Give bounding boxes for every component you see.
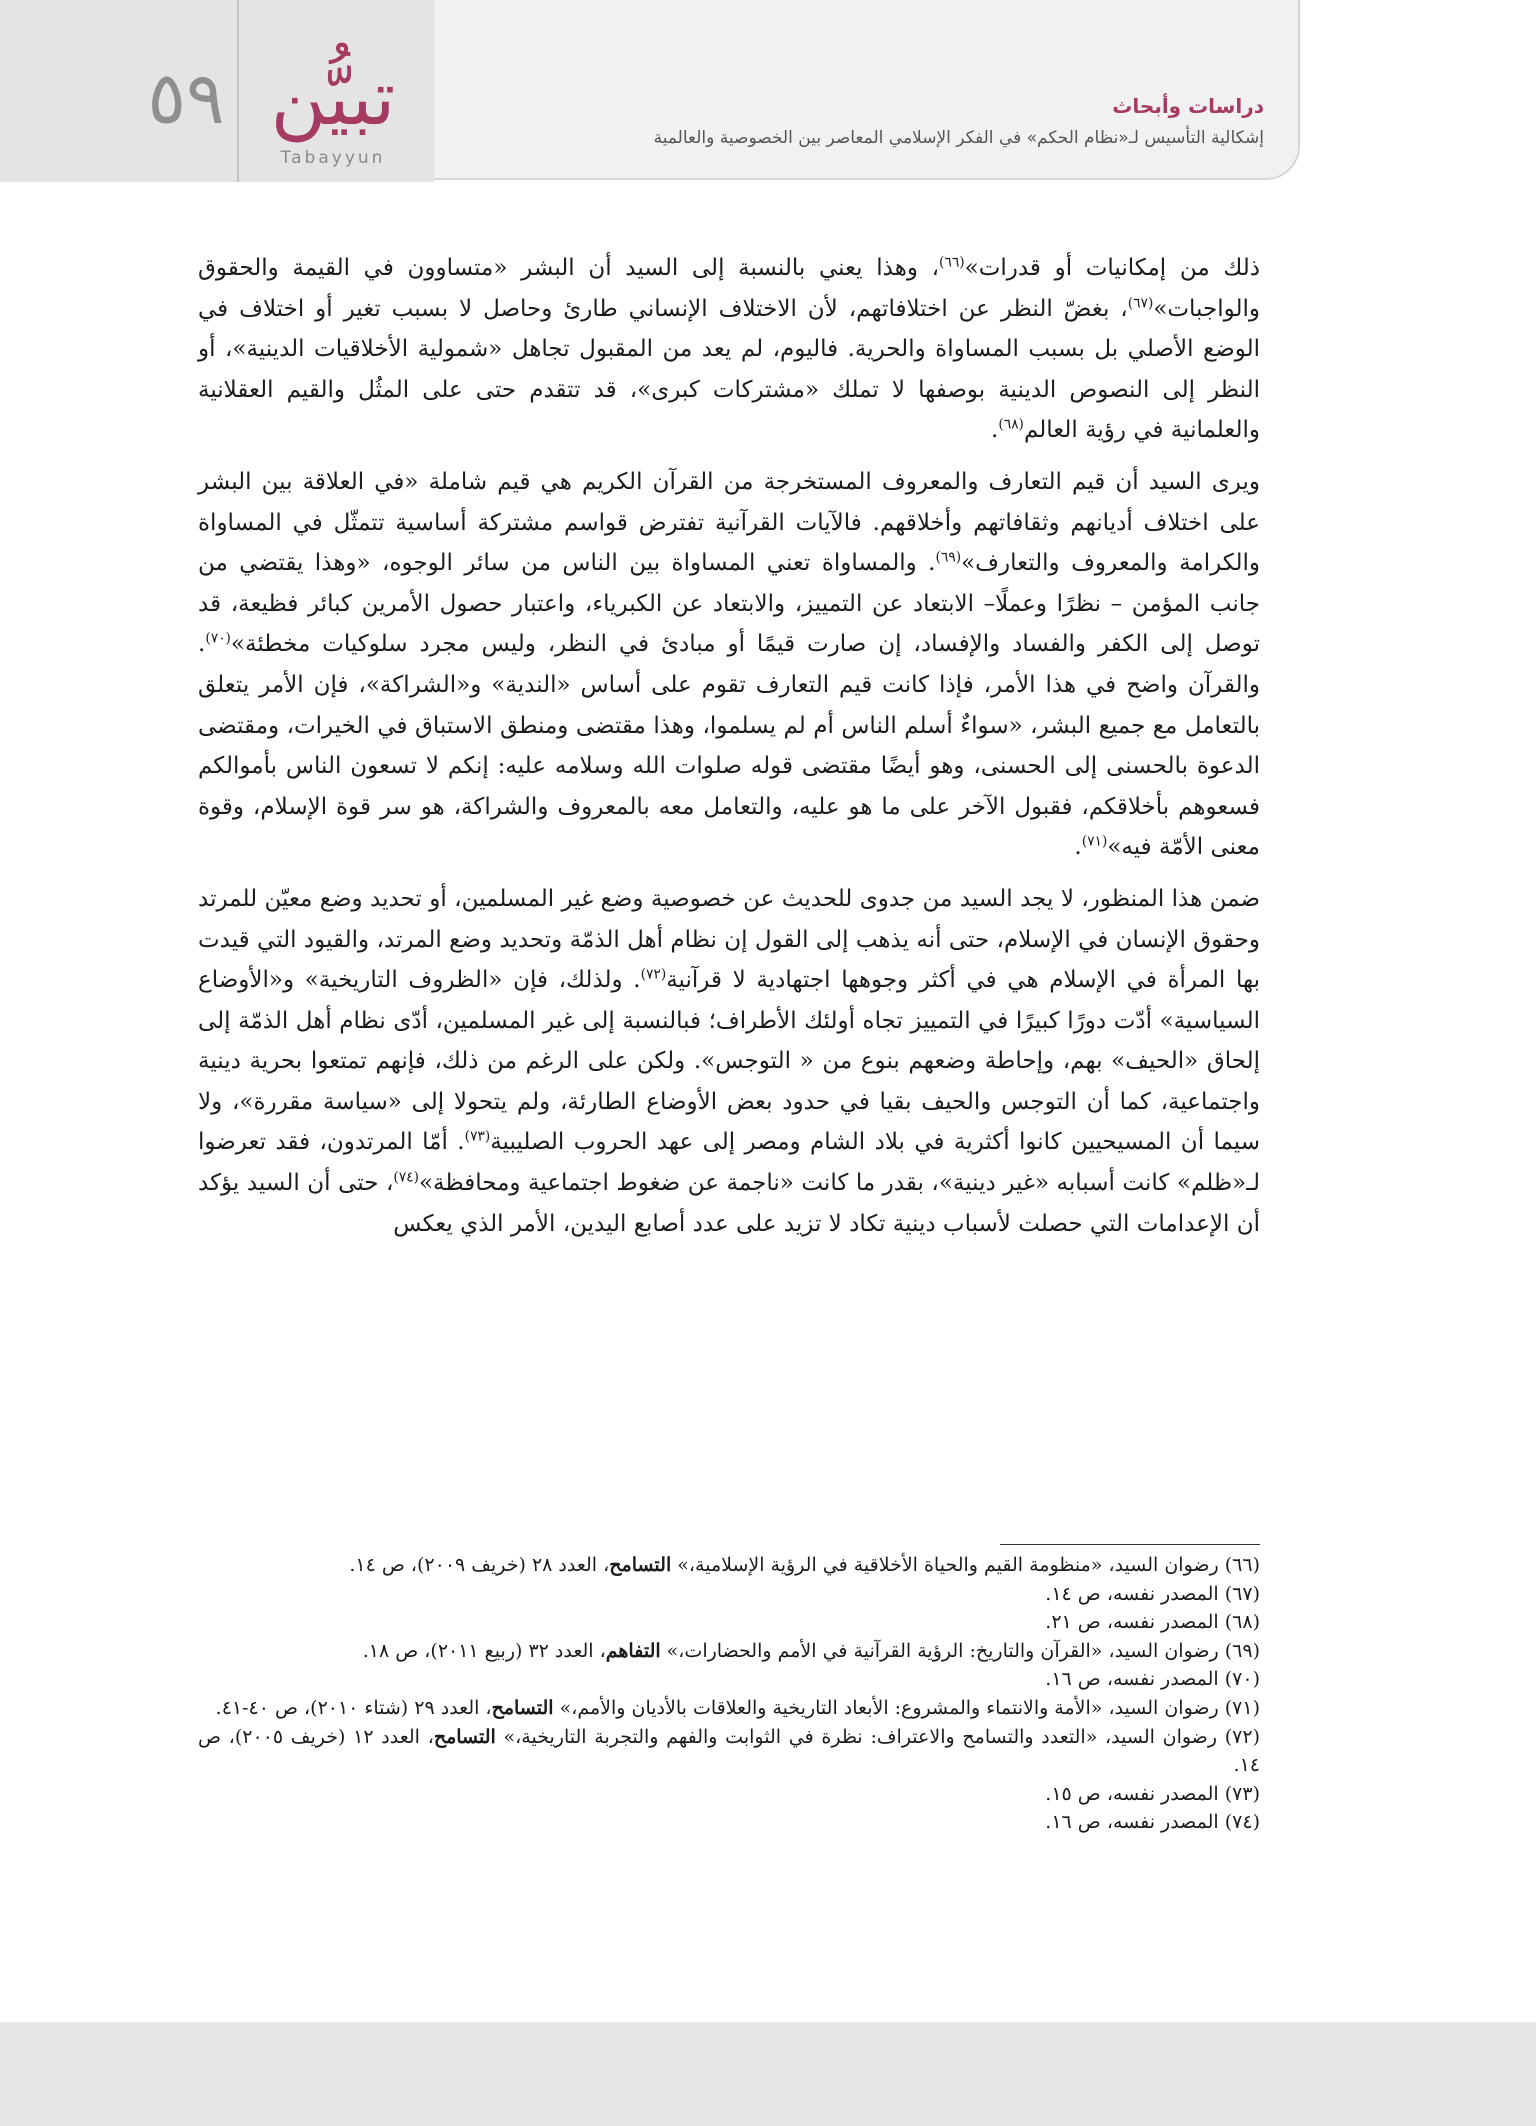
footnote-ref: (٦٧) bbox=[1127, 294, 1154, 311]
footnote-item bbox=[198, 1551, 1260, 1580]
text-run: ، العدد ٢٩ (شتاء ٢٠١٠)، ص ٤٠-٤١. bbox=[215, 1696, 492, 1719]
text-run: . والقرآن واضح في هذا الأمر، فإذا كانت قيم التعارف تقوم على أساس «الندية» و«الشراكة»، فإن الأمر يتعلق بالتعامل مع جميع البشر، «سواءٌ أسلم الناس أم لم يسلموا، وهذا مقتضى ومنطق الاستباق في الخيرات، ومقتضى الدعوة بالحسنى إلى الحسنى، وهو أيضًا مقتضى قوله صلوات الله وسلامه عليه: إنكم لا تسعون الناس بأموالكم فسعوهم بأخلاقكم، فقبول الآخر على ما هو عليه، والتعامل معه بالمعروف والشراكة، هو سر قوة الإسلام، وقوة معنى الأمّة فيه» bbox=[198, 631, 1260, 861]
body-paragraph bbox=[198, 248, 1260, 451]
body-paragraph bbox=[198, 462, 1260, 868]
section-label: دراسات وأبحاث bbox=[1112, 94, 1264, 118]
footnote-item bbox=[198, 1723, 1260, 1780]
footnote-ref: (٦٨) bbox=[998, 416, 1024, 433]
footnote-ref: (٧١) bbox=[1081, 833, 1108, 850]
text-run: (٦٧) المصدر نفسه، ص ١٤. bbox=[1045, 1582, 1260, 1605]
text-run: ، العدد ١٢ (خريف ٢٠٠٥)، ص ١٤. bbox=[198, 1725, 1260, 1777]
running-title: إشكالية التأسيس لـ«نظام الحكم» في الفكر الإسلامي المعاصر بين الخصوصية والعالمية bbox=[653, 128, 1264, 148]
right-margin bbox=[1300, 0, 1536, 2022]
footnote-ref: (٦٩) bbox=[935, 549, 962, 566]
footnote-item bbox=[198, 1637, 1260, 1666]
text-run: ، وهذا يعني بالنسبة إلى السيد أن البشر «متساوون في القيمة والحقوق والواجبات» bbox=[198, 255, 1260, 322]
text-run: ، العدد ٣٢ (ربيع ٢٠١١)، ص ١٨. bbox=[362, 1639, 606, 1662]
text-run: ذلك من إمكانيات أو قدرات» bbox=[964, 255, 1260, 281]
text-run: (٧١) رضوان السيد، «الأمة والانتماء والمشروع: الأبعاد التاريخية والعلاقات بالأديان والأمم،» bbox=[553, 1696, 1260, 1719]
page-number: ٥٩ bbox=[147, 56, 225, 140]
journal-name: التفاهم bbox=[605, 1639, 661, 1662]
text-run: (٦٨) المصدر نفسه، ص ٢١. bbox=[1045, 1611, 1260, 1634]
footnote-item bbox=[198, 1780, 1260, 1809]
text-run: . أمّا المرتدون، فقد تعرضوا لـ«ظلم» كانت أسبابه «غير دينية»، بقدر ما كانت «ناجمة عن ضغوط اجتماعية ومحافظة» bbox=[198, 1129, 1260, 1197]
text-run: ، بغضّ النظر عن اختلافاتهم، لأن الاختلاف الإنساني طارئ وحاصل لا بسبب تغير أو اختلاف في الوضع الأصلي بل بسبب المساواة والحرية. فاليوم، لم يعد من المقبول تجاهل «شمولية الأخلاقيات الدينية»، أو النظر إلى النصوص الدينية بوصفها لا تملك «مشتركات كبرى»، قد تتقدم حتى على المثُل والقيم العقلانية والعلمانية في رؤية العالم bbox=[198, 295, 1260, 444]
footnote-ref: (٦٦) bbox=[939, 254, 965, 271]
journal-name: التسامح bbox=[609, 1554, 672, 1576]
journal-name: التسامح bbox=[491, 1696, 554, 1719]
footnote-item bbox=[198, 1665, 1260, 1694]
text-run: (٧٤) المصدر نفسه، ص ١٦. bbox=[1045, 1811, 1260, 1834]
text-run: . ولذلك، فإن «الظروف التاريخية» و«الأوضاع السياسية» أدّت دورًا كبيرًا في التمييز تجاه أولئك الأطراف؛ فبالنسبة إلى غير المسلمين، أدّى نظام أهل الذمّة إلى إلحاق «الحيف» بهم، وإحاطة وضعهم بنوع من « التوجس». ولكن على الرغم من ذلك، فإنهم تمتعوا بحرية دينية واجتماعية، كما أن التوجس والحيف بقيا في حدود بعض الأوضاع الطارئة، ولم يتحولا إلى «سياسة مقررة»، ولا سيما أن المسيحيين كانوا أكثرية في بلاد الشام ومصر إلى عهد الحروب الصليبية bbox=[198, 967, 1260, 1156]
bottom-margin-band bbox=[0, 2022, 1536, 2126]
text-run: . bbox=[991, 417, 999, 444]
body-paragraph bbox=[198, 879, 1260, 1244]
footnote-separator bbox=[1000, 1544, 1260, 1545]
footnote-ref: (٧٣) bbox=[464, 1128, 491, 1145]
text-run: ضمن هذا المنظور، لا يجد السيد من جدوى للحديث عن خصوصية وضع غير المسلمين، أو تحديد وضع معيّن للمرتد وحقوق الإنسان في الإسلام، حتى أنه يذهب إلى القول إن نظام أهل الذمّة وتحديد وضع المرتد، والقيود التي قيدت بها المرأة في الإسلام هي في أكثر وجوهها اجتهادية لا قرآنية bbox=[198, 885, 1260, 994]
footnote-item bbox=[198, 1580, 1260, 1609]
text-run: (٧٢) رضوان السيد، «التعدد والتسامح والاعتراف: نظرة في الثوابت والفهم والتجربة التاريخية،» bbox=[495, 1725, 1260, 1748]
text-run: ويرى السيد أن قيم التعارف والمعروف المستخرجة من القرآن الكريم هي قيم شاملة «في العلاقة بين البشر على اختلاف أديانهم وثقافاتهم وأخلاقهم. فالآيات القرآنية تفترض قواسم مشتركة أساسية تتمثّل في المساواة والكرامة والمعروف والتعارف» bbox=[198, 468, 1261, 577]
journal-logo-latin: Tabayyun bbox=[280, 148, 386, 168]
page-header bbox=[0, 0, 1300, 182]
text-run: (٦٦) رضوان السيد، «منظومة القيم والحياة الأخلاقية في الرؤية الإسلامية،» bbox=[671, 1554, 1260, 1576]
text-run: ، العدد ٢٨ (خريف ٢٠٠٩)، ص ١٤. bbox=[349, 1554, 610, 1576]
text-run: . bbox=[1074, 834, 1082, 861]
text-run: (٧٠) المصدر نفسه، ص ١٦. bbox=[1045, 1668, 1260, 1691]
header-right-panel bbox=[434, 0, 1300, 180]
footnote-ref: (٧٤) bbox=[393, 1169, 419, 1186]
footnote-item bbox=[198, 1808, 1260, 1837]
footnote-ref: (٧٠) bbox=[205, 630, 231, 647]
text-run: (٦٩) رضوان السيد، «القرآن والتاريخ: الرؤية القرآنية في الأمم والحضارات،» bbox=[660, 1639, 1260, 1662]
text-run: . والمساواة تعني المساواة بين الناس من سائر الوجوه، «وهذا يقتضي من جانب المؤمن – نظرًا وعملًا– الابتعاد عن التمييز، والابتعاد عن الكبرياء، واعتبار حصول الأمرين كبائر فظيعة، قد توصل إلى الكفر والفساد والإفساد، إن صارت قيمًا أو مبادئ في النظر، وليس مجرد سلوكيات مخطئة» bbox=[198, 550, 1260, 658]
footnote-item bbox=[198, 1694, 1260, 1723]
header-divider bbox=[237, 0, 239, 182]
text-run: (٧٣) المصدر نفسه، ص ١٥. bbox=[1045, 1782, 1260, 1805]
footnote-ref: (٧٢) bbox=[640, 966, 667, 983]
journal-logo-arabic: تبيُّن bbox=[270, 53, 396, 142]
footnotes bbox=[198, 1551, 1260, 1837]
footnote-item bbox=[198, 1608, 1260, 1637]
journal-name: التسامح bbox=[433, 1725, 496, 1748]
text-run: ، حتى أن السيد يؤكد أن الإعدامات التي حصلت لأسباب دينية تكاد لا تزيد على عدد أصابع اليدين، الأمر الذي يعكس bbox=[198, 1170, 1260, 1237]
article-body bbox=[198, 248, 1260, 1255]
